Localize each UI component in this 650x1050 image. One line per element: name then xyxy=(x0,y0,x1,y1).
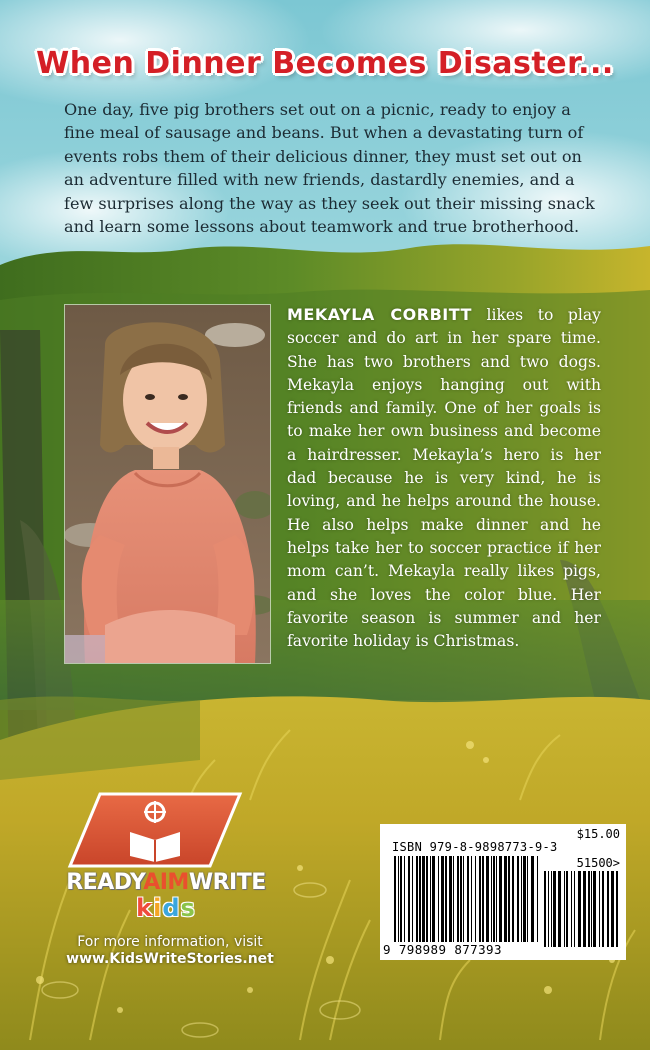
brand-write: WRITE xyxy=(188,870,266,895)
book-blurb: One day, five pig brothers set out on a picnic, ready to enjoy a fine meal of sausage and beans. But when a devastating turn of events robs them of their delicious dinner, they must set out on an adventure filled with new friends, dastardly enemies, and a few surprises along the way as they seek out their missing snack and learn some lessons about teamwork and true brotherhood. xyxy=(64,100,595,237)
brand-wordmark xyxy=(66,870,266,895)
brand-ready: READY xyxy=(66,870,144,895)
author-bio-text: likes to play soccer and do art in her spare time. She has two brothers and two dogs. Mekayla enjoys hanging out with friends and family. One of her goals is to make her own business and become a hairdresser. Mekayla’s hero is her dad because he is very kind, he is loving, and he helps around the house. He also helps make dinner and he helps take her to soccer practice if her mom can’t. Mekayla really likes pigs, and she loves the color blue. Her favorite season is summer and her favorite holiday is Christmas. xyxy=(287,306,601,651)
publisher-info xyxy=(50,934,290,968)
brand-kids-text: kids xyxy=(136,894,196,922)
info-text: For more information, visit xyxy=(77,934,263,950)
brand-aim: AIM xyxy=(143,870,189,895)
addon-barcode-bars xyxy=(544,871,618,947)
brand-kids xyxy=(66,894,266,922)
author-photo xyxy=(64,304,271,664)
website-link[interactable]: www.KidsWriteStories.net xyxy=(66,951,274,967)
price-label: $15.00 xyxy=(576,827,620,841)
addon-code: 51500> xyxy=(576,856,620,870)
isbn-label: ISBN 979-8-9898773-9-3 xyxy=(392,840,558,854)
barcode-bars xyxy=(394,856,538,942)
ean-number: 9 798989 877393 xyxy=(383,942,502,957)
headline: When Dinner Becomes Disaster... xyxy=(36,46,614,81)
author-bio xyxy=(287,303,601,653)
author-name: MEKAYLA CORBITT xyxy=(287,305,472,324)
isbn-barcode xyxy=(380,824,626,960)
